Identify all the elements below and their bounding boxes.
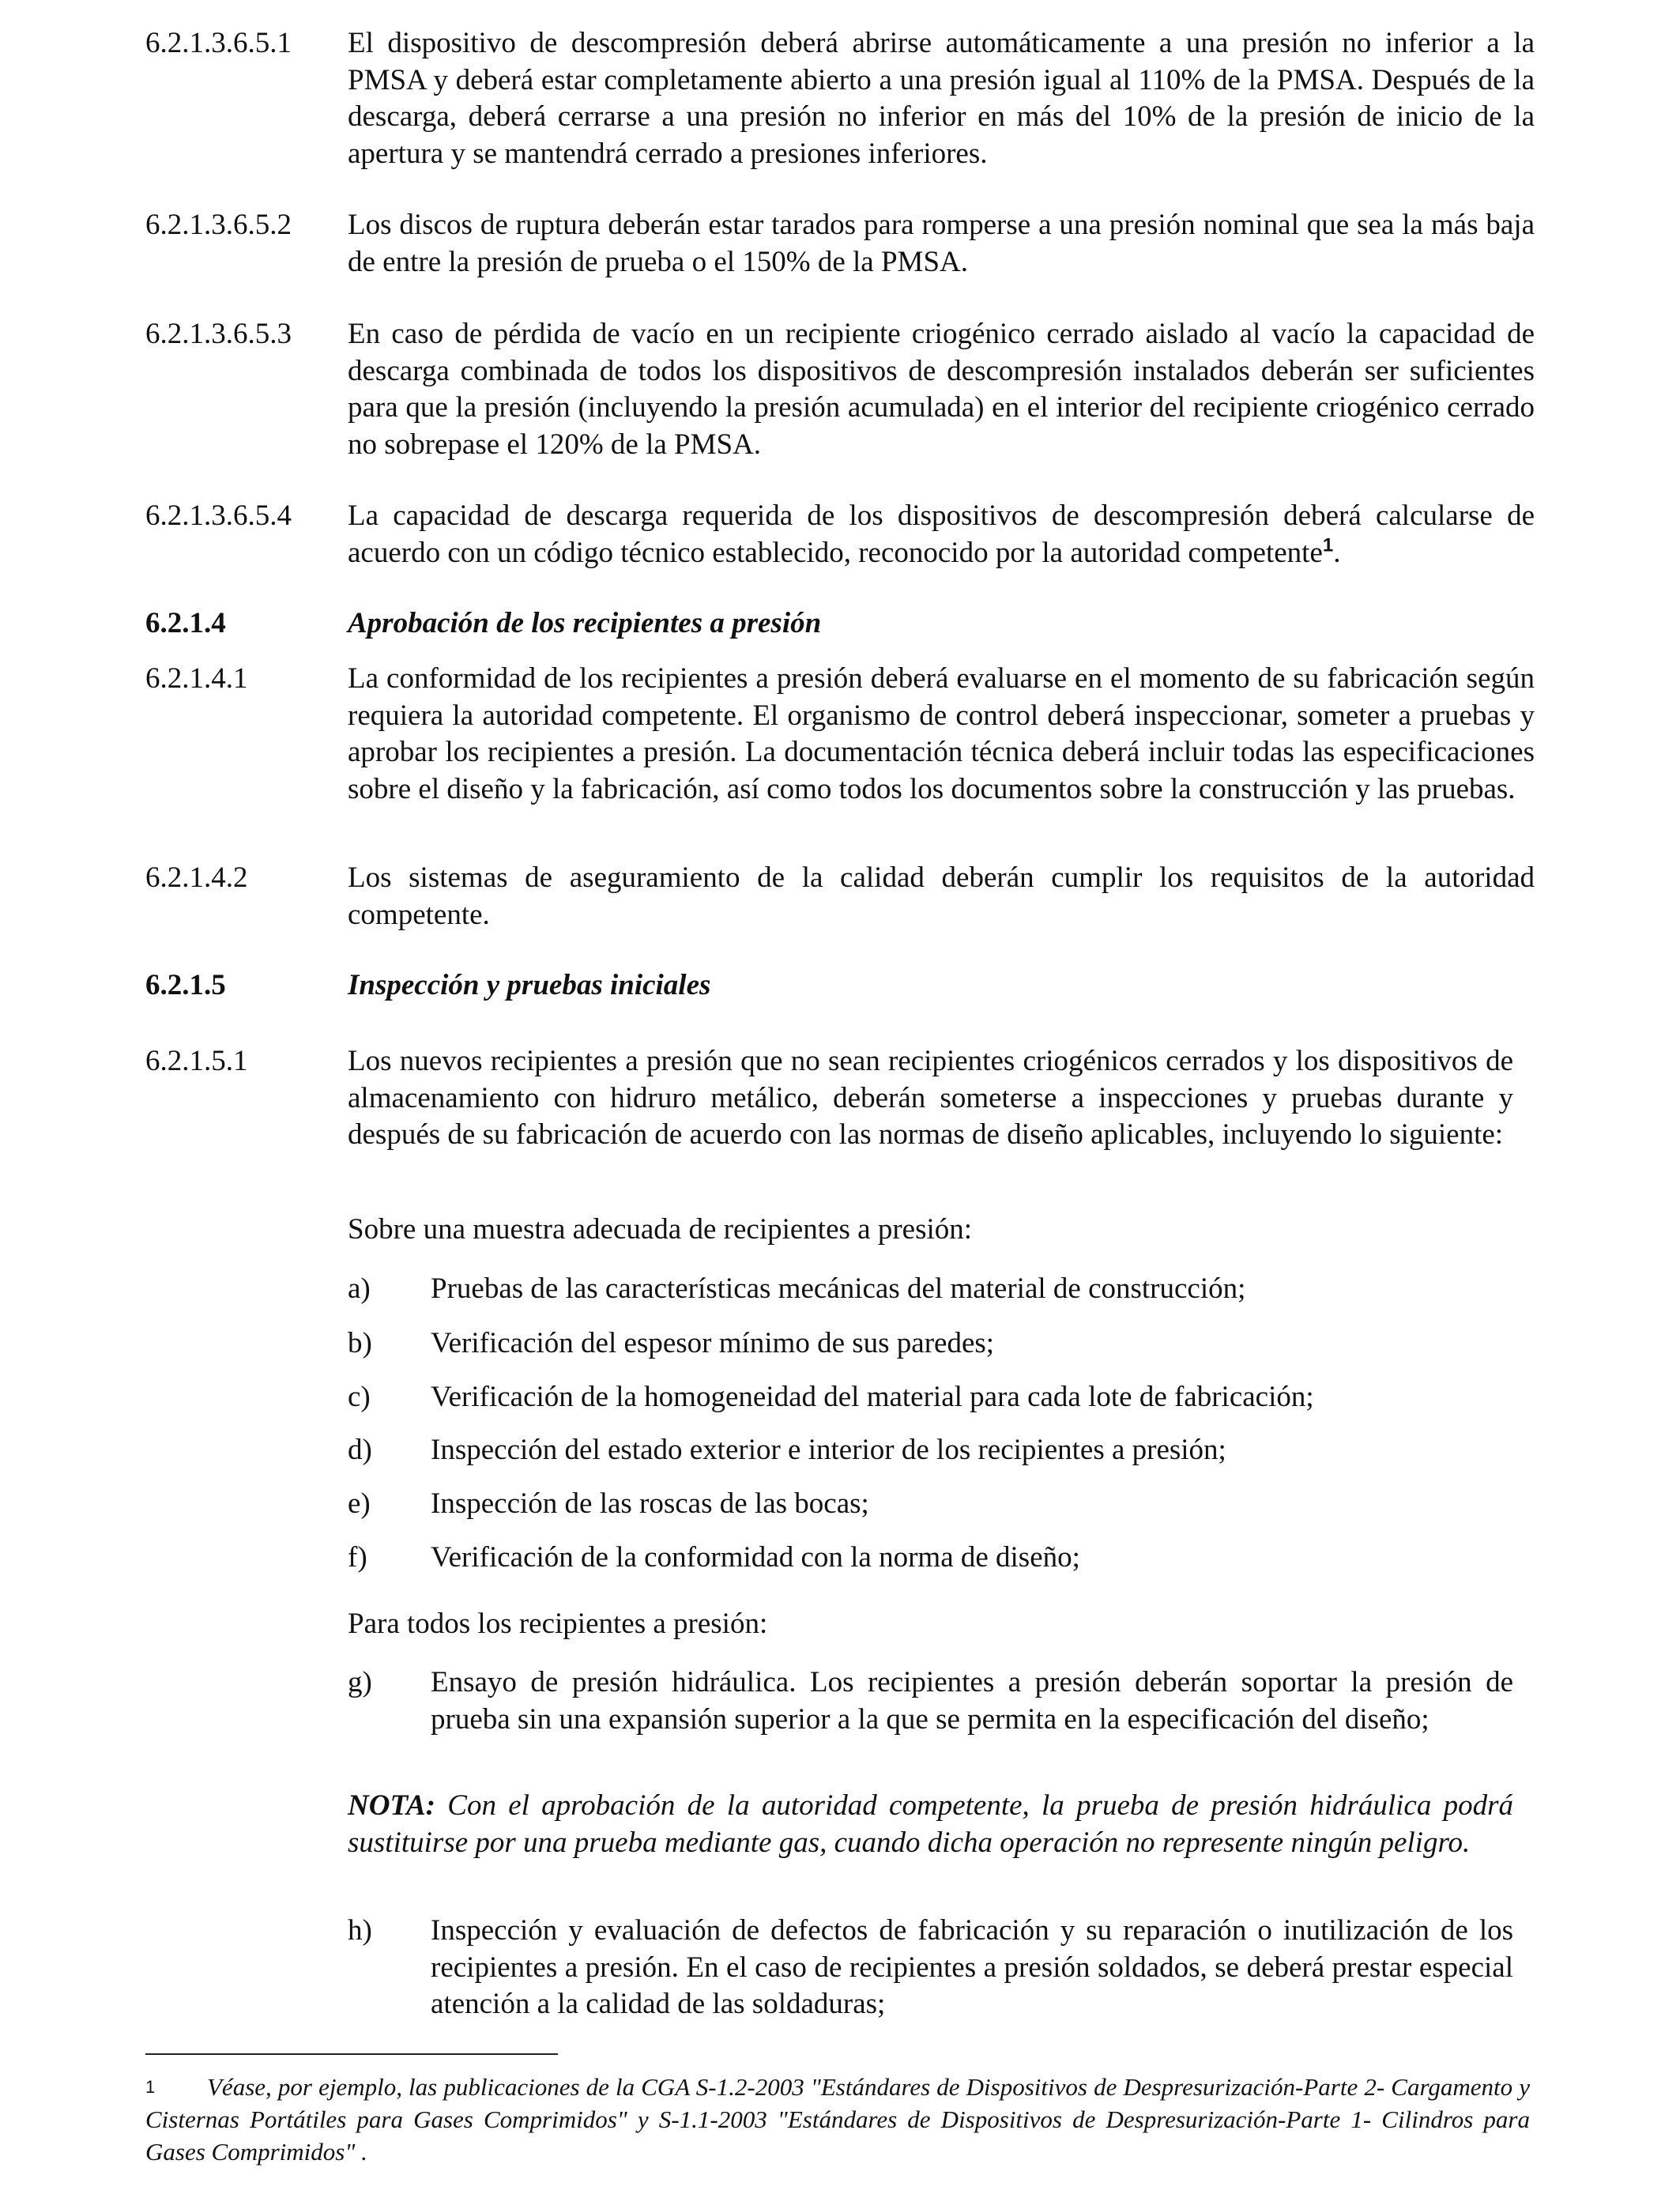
item-text: Pruebas de las características mecánicas del material de construcción; [431, 1272, 1246, 1305]
item-label: c) [348, 1381, 371, 1413]
footnote-text: Véase, por ejemplo, las publicaciones de la CGA S-1.2-2003 "Estándares de Dispositivos de Despresurización-Parte 2- Cargamento y Cisternas Portátiles para Gases Comprimidos" y S-1.1-2003 "Estándares de Dispositivos de Despresurización-Parte 1- Cilindros para Gases Comprimidos" . [145, 2073, 1530, 2166]
section-text: El dispositivo de descompresión deberá abrirse automáticamente a una presión no inferior a la PMSA y deberá estar completamente abierto a una presión igual al 110% de la PMSA. Después de la descarga, deberá cerrarse a una presión no inferior en más del 10% de la presión de inicio de la apertura y se mantendrá cerrado a presiones inferiores. [348, 27, 1535, 170]
section-number: 6.2.1.5.1 [145, 1045, 248, 1077]
section-text: En caso de pérdida de vacío en un recipiente criogénico cerrado aislado al vacío la capacidad de descarga combinada de todos los dispositivos de descompresión instalados deberán ser suficientes para que la presión (incluyendo la presión acumulada) en el interior del recipiente criogénico cerrado no sobrepase el 120% de la PMSA. [348, 318, 1535, 461]
item-text: Inspección de las roscas de las bocas; [431, 1487, 869, 1520]
item-label: e) [348, 1487, 371, 1520]
section-heading: Inspección y pruebas iniciales [348, 969, 711, 1001]
item-text: Inspección y evaluación de defectos de fabricación y su reparación o inutilización de los recipientes a presión. En el caso de recipientes a presión soldados, se deberá prestar especial atención a la calidad de las soldaduras; [431, 1914, 1513, 2020]
item-text: Ensayo de presión hidráulica. Los recipientes a presión deberán soportar la presión de prueba sin una expansión superior a la que se permita en la especificación del diseño; [431, 1666, 1513, 1736]
note-text [348, 1788, 1513, 1861]
section-tail: . [1333, 536, 1341, 569]
section-number: 6.2.1.3.6.5.1 [145, 27, 292, 59]
item-text: Verificación del espesor mínimo de sus paredes; [431, 1327, 995, 1359]
section-heading: Aprobación de los recipientes a presión [348, 607, 822, 639]
section-number: 6.2.1.3.6.5.4 [145, 499, 292, 532]
intro-text: Para todos los recipientes a presión: [348, 1608, 768, 1640]
footnote-separator [145, 2053, 558, 2055]
note-label: NOTA: [348, 1789, 435, 1822]
item-text: Inspección del estado exterior e interior de los recipientes a presión; [431, 1434, 1226, 1466]
footnote-mark: 1 [145, 2077, 156, 2097]
section-number: 6.2.1.3.6.5.3 [145, 318, 292, 350]
section-number: 6.2.1.4.1 [145, 662, 248, 695]
item-label: a) [348, 1272, 371, 1305]
section-text: Los nuevos recipientes a presión que no sean recipientes criogénicos cerrados y los dispositivos de almacenamiento con hidruro metálico, deberán someterse a inspecciones y pruebas durante y después de su fabricación de acuerdo con las normas de diseño aplicables, incluyendo lo siguiente: [348, 1045, 1513, 1151]
item-label: d) [348, 1434, 372, 1466]
intro-text: Sobre una muestra adecuada de recipientes a presión: [348, 1213, 973, 1246]
section-number: 6.2.1.5 [145, 969, 226, 1001]
footnote-reference[interactable]: 1 [1322, 534, 1334, 556]
item-label: g) [348, 1666, 372, 1698]
section-text: Los discos de ruptura deberán estar tarados para romperse a una presión nominal que sea la más baja de entre la presión de prueba o el 150% de la PMSA. [348, 209, 1535, 278]
note-body: Con el aprobación de la autoridad competente, la prueba de presión hidráulica podrá sustituirse por una prueba mediante gas, cuando dicha operación no represente ningún peligro. [348, 1789, 1514, 1859]
section-text: La conformidad de los recipientes a presión deberá evaluarse en el momento de su fabricación según requiera la autoridad competente. El organismo de control deberá inspeccionar, someter a pruebas y aprobar los recipientes a presión. La documentación técnica deberá incluir todas las especificaciones sobre el diseño y la fabricación, así como todos los documentos sobre la construcción y las pruebas. [348, 662, 1535, 805]
item-label: f) [348, 1541, 367, 1574]
section-text [348, 498, 1535, 571]
item-text: Verificación de la conformidad con la norma de diseño; [431, 1541, 1080, 1574]
section-text: Los sistemas de aseguramiento de la calidad deberán cumplir los requisitos de la autoridad competente. [348, 861, 1535, 931]
item-text: Verificación de la homogeneidad del material para cada lote de fabricación; [431, 1381, 1314, 1413]
section-number: 6.2.1.4 [145, 607, 226, 639]
item-label: b) [348, 1327, 372, 1359]
section-number: 6.2.1.3.6.5.2 [145, 209, 292, 241]
section-body: La capacidad de descarga requerida de los dispositivos de descompresión deberá calcularse de acuerdo con un código técnico establecido, reconocido por la autoridad competente [348, 499, 1535, 569]
item-label: h) [348, 1914, 372, 1947]
section-number: 6.2.1.4.2 [145, 861, 248, 894]
